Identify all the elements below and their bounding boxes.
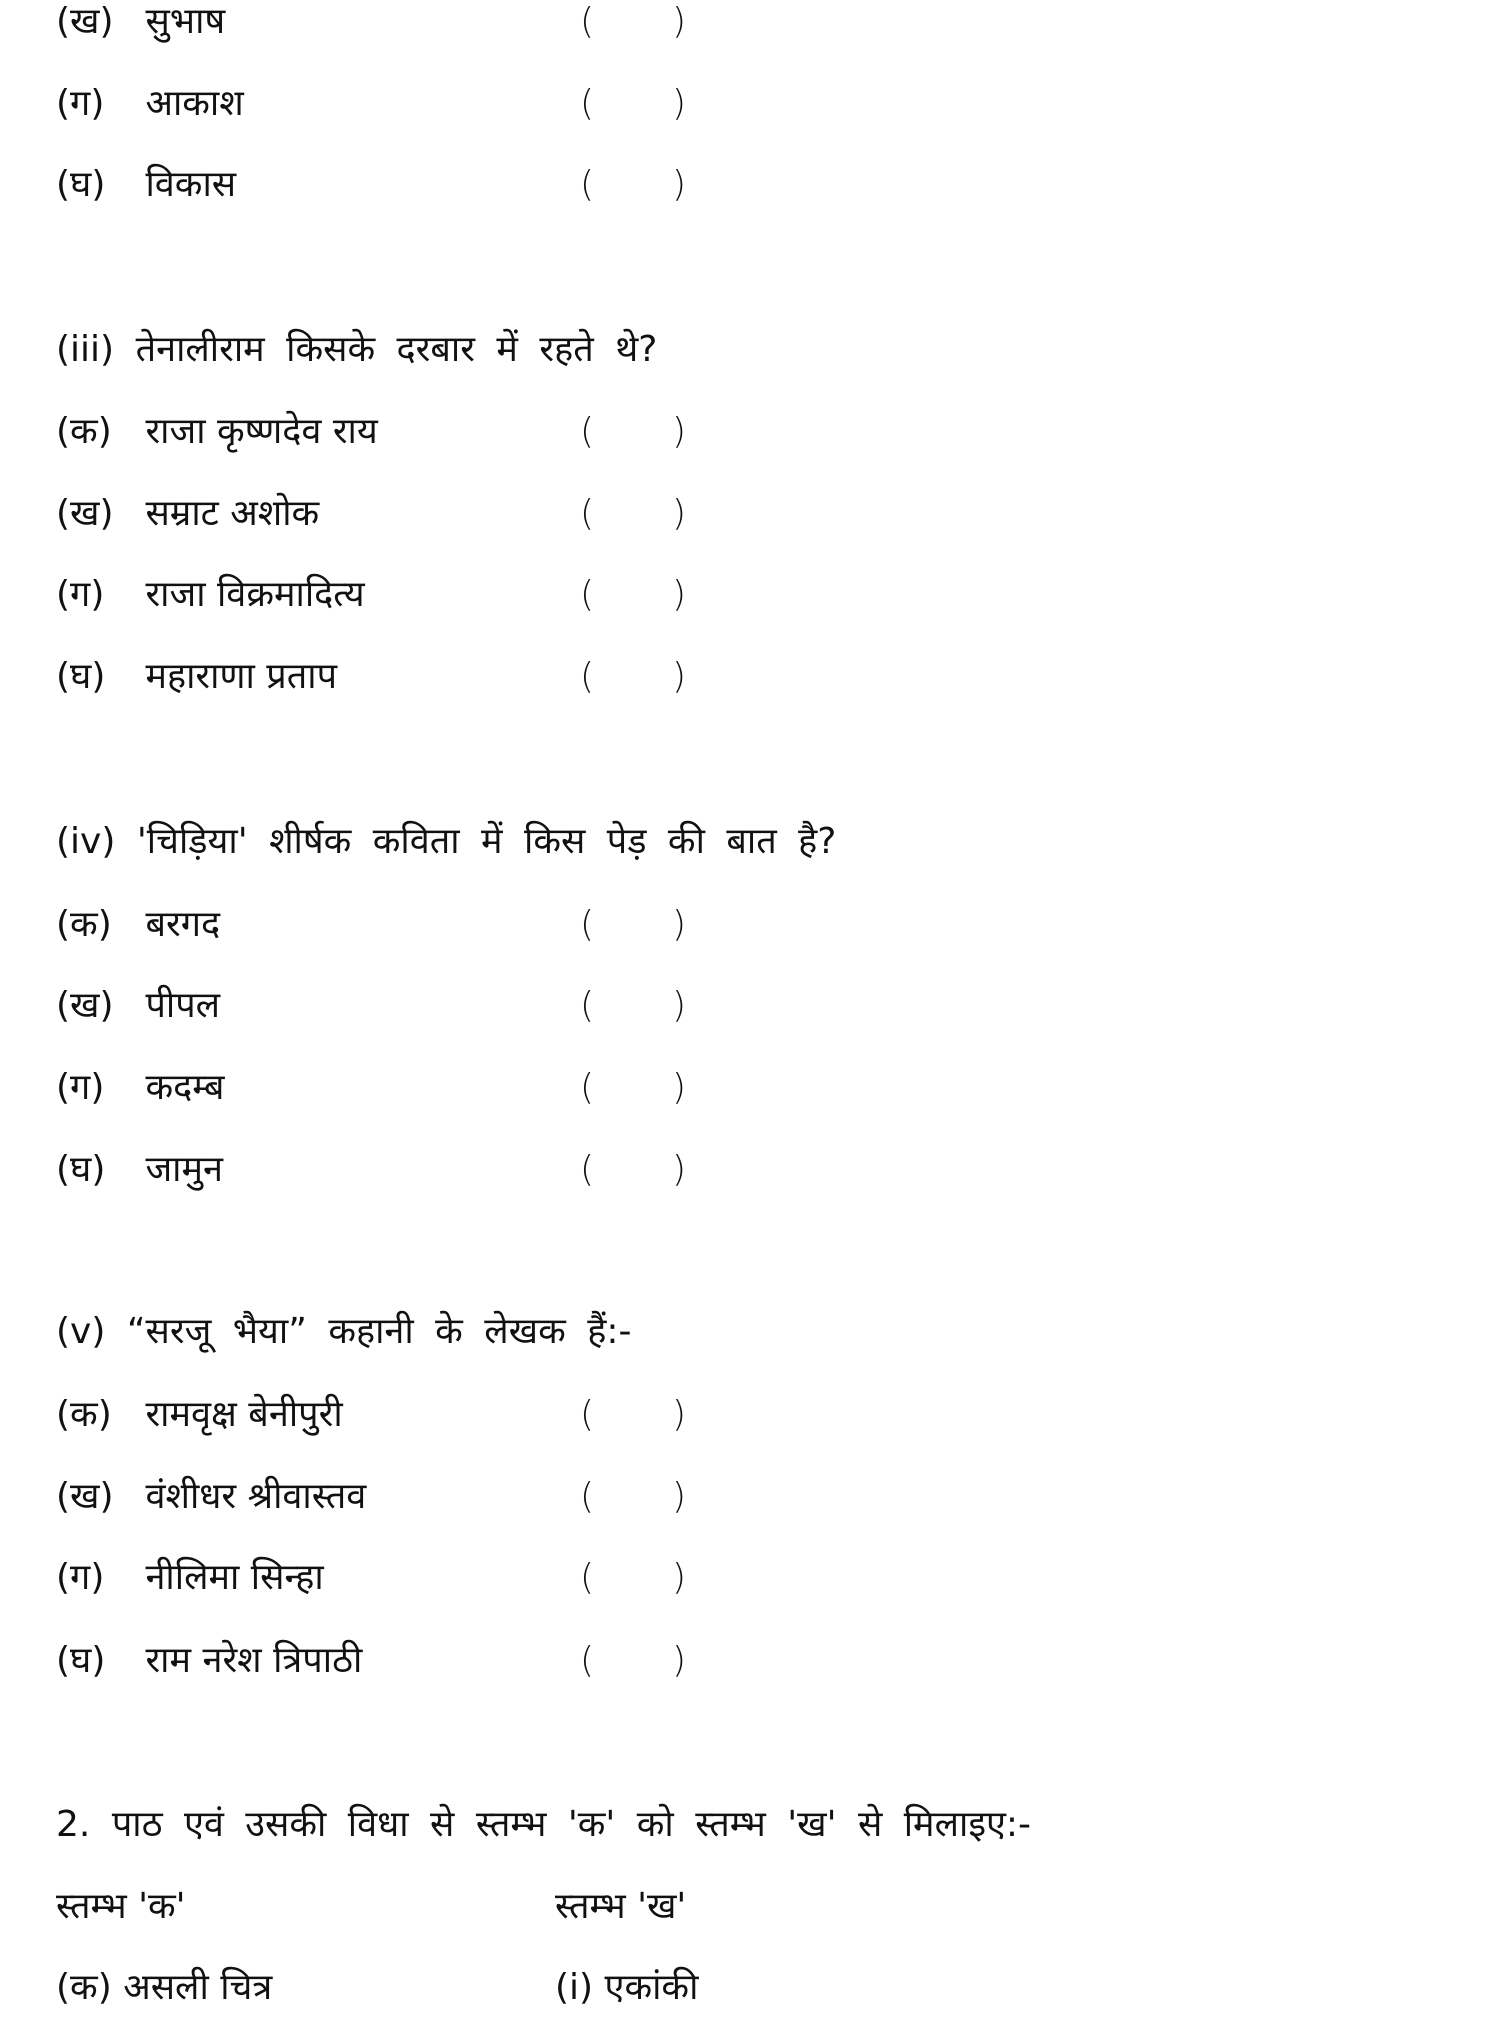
answer-blank-close[interactable]: ) bbox=[672, 411, 687, 452]
item-text: असली चित्र bbox=[123, 1967, 273, 2008]
answer-blank-open[interactable]: ( bbox=[580, 164, 595, 205]
column-a-item bbox=[56, 1967, 272, 2008]
option-text: कदम्ब bbox=[145, 1067, 225, 1108]
column-a-header: स्तम्भ 'क' bbox=[56, 1886, 186, 1927]
option-row bbox=[56, 1140, 687, 1200]
column-b-header: स्तम्भ 'ख' bbox=[555, 1886, 687, 1927]
question-text: “सरजू भैया” कहानी के लेखक हैं:- bbox=[126, 1311, 632, 1352]
option-label: (घ) bbox=[56, 656, 106, 697]
answer-blank-close[interactable]: ) bbox=[672, 1640, 687, 1681]
option-text: रामवृक्ष बेनीपुरी bbox=[145, 1394, 343, 1435]
answer-blank-close[interactable]: ) bbox=[672, 904, 687, 945]
option-row bbox=[56, 647, 687, 707]
answer-blank-open[interactable]: ( bbox=[580, 1, 595, 42]
option-label: (ख) bbox=[56, 493, 114, 534]
option-label: (ख) bbox=[56, 1476, 114, 1517]
answer-blank-close[interactable]: ) bbox=[672, 656, 687, 697]
option-text: राजा कृष्णदेव राय bbox=[145, 411, 378, 452]
question-number: (v) bbox=[56, 1311, 106, 1352]
answer-blank-open[interactable]: ( bbox=[580, 904, 595, 945]
option-text: राम नरेश त्रिपाठी bbox=[145, 1640, 363, 1681]
question-number: (iii) bbox=[56, 329, 115, 370]
option-row bbox=[56, 1385, 687, 1445]
answer-blank-open[interactable]: ( bbox=[580, 1149, 595, 1190]
option-row bbox=[56, 402, 687, 462]
option-label: (ग) bbox=[56, 1557, 105, 1598]
question-number: 2. bbox=[56, 1804, 91, 1845]
answer-blank-open[interactable]: ( bbox=[580, 1476, 595, 1517]
question-text: तेनालीराम किसके दरबार में रहते थे? bbox=[135, 329, 658, 370]
option-row bbox=[56, 976, 687, 1036]
answer-blank-open[interactable]: ( bbox=[580, 656, 595, 697]
item-text: एकांकी bbox=[604, 1967, 699, 2008]
option-label: (ग) bbox=[56, 574, 105, 615]
option-text: विकास bbox=[145, 164, 237, 205]
answer-blank-close[interactable]: ) bbox=[672, 83, 687, 124]
answer-blank-open[interactable]: ( bbox=[580, 574, 595, 615]
option-text: सुभाष bbox=[145, 1, 226, 42]
option-label: (घ) bbox=[56, 1640, 106, 1681]
question-text: पाठ एवं उसकी विधा से स्तम्भ 'क' को स्तम्भ 'ख' से मिलाइए:- bbox=[111, 1804, 1032, 1845]
option-row bbox=[56, 565, 687, 625]
answer-blank-open[interactable]: ( bbox=[580, 83, 595, 124]
match-question-heading bbox=[56, 1795, 1031, 1855]
option-text: नीलिमा सिन्हा bbox=[145, 1557, 324, 1598]
answer-blank-open[interactable]: ( bbox=[580, 985, 595, 1026]
match-row bbox=[56, 1958, 1056, 2018]
answer-blank-close[interactable]: ) bbox=[672, 1067, 687, 1108]
answer-blank-open[interactable]: ( bbox=[580, 1067, 595, 1108]
option-label: (ख) bbox=[56, 985, 114, 1026]
question-number: (iv) bbox=[56, 821, 116, 862]
question-heading bbox=[56, 1302, 631, 1362]
question-heading bbox=[56, 812, 836, 872]
option-row bbox=[56, 0, 687, 52]
question-heading bbox=[56, 320, 657, 380]
answer-blank-open[interactable]: ( bbox=[580, 1557, 595, 1598]
answer-blank-close[interactable]: ) bbox=[672, 1149, 687, 1190]
option-label: (क) bbox=[56, 904, 112, 945]
answer-blank-close[interactable]: ) bbox=[672, 574, 687, 615]
option-row bbox=[56, 1058, 687, 1118]
answer-blank-open[interactable]: ( bbox=[580, 411, 595, 452]
option-text: आकाश bbox=[145, 83, 244, 124]
option-label: (क) bbox=[56, 411, 112, 452]
option-row bbox=[56, 74, 687, 134]
answer-blank-close[interactable]: ) bbox=[672, 493, 687, 534]
item-label: (i) bbox=[555, 1967, 594, 2008]
answer-blank-close[interactable]: ) bbox=[672, 1476, 687, 1517]
answer-blank-open[interactable]: ( bbox=[580, 1640, 595, 1681]
option-label: (घ) bbox=[56, 1149, 106, 1190]
option-row bbox=[56, 1631, 687, 1691]
option-text: जामुन bbox=[145, 1149, 223, 1190]
option-text: राजा विक्रमादित्य bbox=[145, 574, 365, 615]
item-label: (क) bbox=[56, 1967, 112, 2008]
option-label: (घ) bbox=[56, 164, 106, 205]
answer-blank-open[interactable]: ( bbox=[580, 493, 595, 534]
answer-blank-close[interactable]: ) bbox=[672, 1, 687, 42]
column-headers bbox=[56, 1877, 1056, 1937]
answer-blank-close[interactable]: ) bbox=[672, 985, 687, 1026]
option-text: सम्राट अशोक bbox=[145, 493, 320, 534]
answer-blank-close[interactable]: ) bbox=[672, 1394, 687, 1435]
option-row bbox=[56, 895, 687, 955]
option-label: (ग) bbox=[56, 83, 105, 124]
option-label: (ग) bbox=[56, 1067, 105, 1108]
option-row bbox=[56, 1548, 687, 1608]
answer-blank-open[interactable]: ( bbox=[580, 1394, 595, 1435]
column-b-item bbox=[555, 1958, 698, 2018]
answer-blank-close[interactable]: ) bbox=[672, 164, 687, 205]
question-text: 'चिड़िया' शीर्षक कविता में किस पेड़ की बात है? bbox=[136, 821, 837, 862]
option-text: बरगद bbox=[145, 904, 221, 945]
answer-blank-close[interactable]: ) bbox=[672, 1557, 687, 1598]
option-text: महाराणा प्रताप bbox=[145, 656, 338, 697]
option-label: (क) bbox=[56, 1394, 112, 1435]
option-row bbox=[56, 155, 687, 215]
option-label: (ख) bbox=[56, 1, 114, 42]
option-row bbox=[56, 1467, 687, 1527]
option-text: वंशीधर श्रीवास्तव bbox=[145, 1476, 367, 1517]
option-row bbox=[56, 484, 687, 544]
option-text: पीपल bbox=[145, 985, 221, 1026]
